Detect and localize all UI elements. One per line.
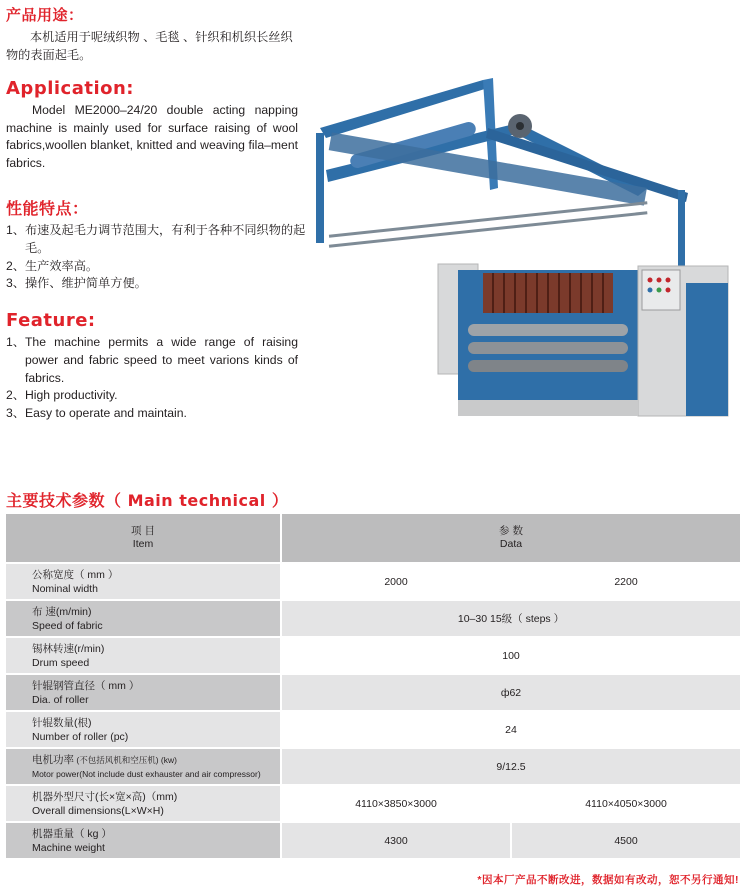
table-row <box>6 749 742 786</box>
row-label: 针辊钢管直径（ mm ） Dia. of roller <box>6 675 282 712</box>
list-text: Easy to operate and maintain. <box>24 406 187 421</box>
row-value: 4110×4050×3000 <box>512 786 742 823</box>
list-item <box>6 334 298 387</box>
table-row <box>6 601 742 638</box>
list-text: The machine permits a wide range of raising power and fabric speed to meet varions kinds of fabrics. <box>24 335 298 385</box>
row-label: 机器外型尺寸(长×宽×高)（mm) Overall dimensions(L×W×H) <box>6 786 282 823</box>
frame-left-post <box>316 133 324 243</box>
table-row <box>6 675 742 712</box>
list-text: 操作、维护简单方便。 <box>24 276 147 291</box>
use-text-cn: 本机适用于呢绒织物 、毛毯 、针织和机织长丝织物的表面起毛。 <box>6 30 293 62</box>
row-value: ф62 <box>282 675 742 712</box>
application-text: Model ME2000–24/20 double acting napping machine is mainly used for surface raising of wool fabrics,woollen blanket, knitted and weaving fila–ment fabrics. <box>6 103 298 170</box>
guide-bar <box>329 211 648 247</box>
row-value: 4300 <box>282 823 512 860</box>
header-data: 参 数 Data <box>282 514 742 564</box>
list-text: 布速及起毛力调节范围大，有利于各种不同织物的起毛。 <box>24 223 306 255</box>
row-value: 2000 <box>282 564 512 601</box>
row-value: 24 <box>282 712 742 749</box>
use-heading-cn: 产品用途： <box>6 6 84 24</box>
table-title: 主要技术参数（ Main technical ） <box>6 491 289 510</box>
table-row <box>6 823 742 860</box>
front-roller <box>468 342 628 354</box>
list-item <box>6 222 306 258</box>
row-label: 锡林转速(r/min) Drum speed <box>6 638 282 675</box>
row-label: 电机功率 (不包括风机和空压机) (kw) Motor power(Not include dust exhauster and air compressor) <box>6 749 282 786</box>
row-value: 10–30 15级（ steps ） <box>282 601 742 638</box>
footnote: *因本厂产品不断改进，数据如有改动，恕不另行通知! <box>477 874 739 886</box>
row-label: 公称宽度（ mm ） Nominal width <box>6 564 282 601</box>
front-roller <box>468 324 628 336</box>
list-number: 1、 <box>6 335 25 349</box>
features-list-en <box>6 334 298 423</box>
base <box>458 400 638 416</box>
guide-bar <box>329 201 648 237</box>
table-row <box>6 786 742 823</box>
table-row <box>6 712 742 749</box>
front-roller <box>468 360 628 372</box>
features-heading-cn: 性能特点： <box>6 199 89 218</box>
list-number: 3、 <box>6 406 25 421</box>
table-row <box>6 564 742 601</box>
napping-machine-image <box>308 78 736 422</box>
frame-right-post <box>678 190 685 270</box>
row-value: 100 <box>282 638 742 675</box>
row-value: 4110×3850×3000 <box>282 786 512 823</box>
row-value: 4500 <box>512 823 742 860</box>
features-heading-en: Feature: <box>6 310 96 331</box>
list-number: 2、 <box>6 258 25 273</box>
spec-table <box>6 514 742 860</box>
list-number: 1、 <box>6 223 25 237</box>
list-text: 生产效率高。 <box>24 258 99 273</box>
motor-hub <box>516 122 524 130</box>
list-item <box>6 258 306 276</box>
list-item <box>6 405 298 423</box>
header-item: 项 目 Item <box>6 514 282 564</box>
row-value: 9/12.5 <box>282 749 742 786</box>
row-label: 针辊数量(根) Number of roller (pc) <box>6 712 282 749</box>
row-label: 布 速(m/min) Speed of fabric <box>6 601 282 638</box>
right-side-panel <box>686 283 728 416</box>
row-label: 机器重量（ kg ） Machine weight <box>6 823 282 860</box>
features-list-cn <box>6 222 306 293</box>
list-text: High productivity. <box>24 388 118 403</box>
row-value: 2200 <box>512 564 742 601</box>
list-number: 3、 <box>6 276 25 291</box>
table-row <box>6 638 742 675</box>
application-heading: Application: <box>6 78 135 99</box>
list-number: 2、 <box>6 388 25 403</box>
list-item <box>6 387 298 405</box>
list-item <box>6 275 306 293</box>
table-header-row <box>6 514 742 564</box>
